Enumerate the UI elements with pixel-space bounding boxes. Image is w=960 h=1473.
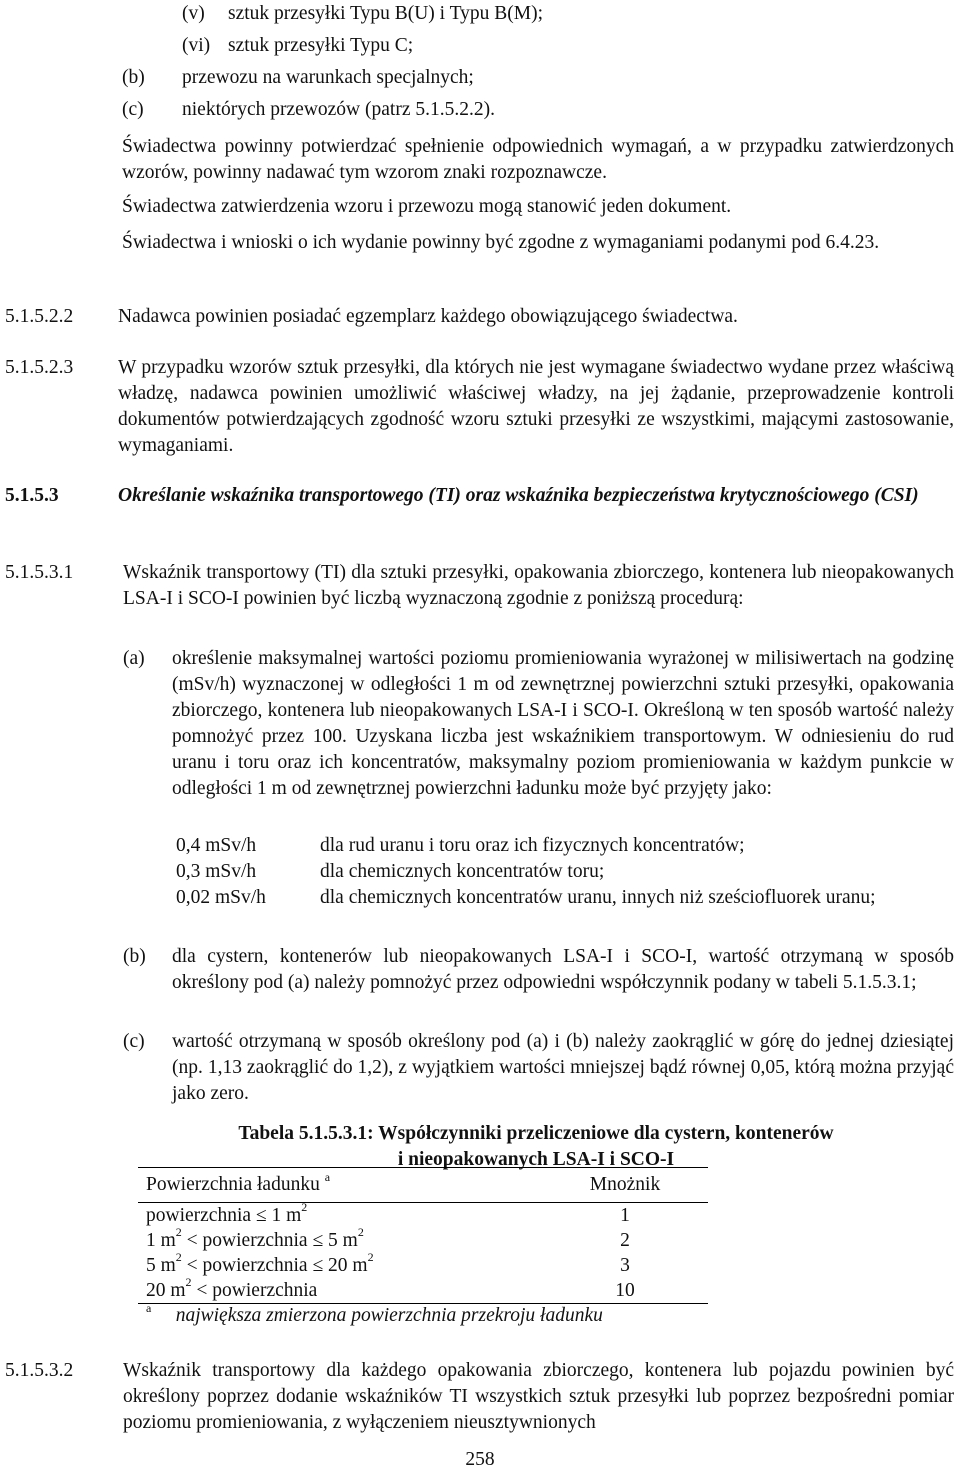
list-marker: (v) bbox=[182, 3, 205, 24]
paragraph: Świadectwa i wnioski o ich wydanie powinny być zgodne z wymaganiami podanymi pod 6.4.23. bbox=[122, 232, 880, 253]
list-item-text: sztuk przesyłki Typu B(U) i Typu B(M); bbox=[228, 3, 544, 24]
section-number: 5.1.5.2.3 bbox=[5, 357, 74, 378]
level-desc: dla chemicznych koncentratów uranu, innych niż sześciofluorek uranu; bbox=[320, 887, 876, 908]
table-row bbox=[138, 1203, 708, 1229]
list-item-text: sztuk przesyłki Typu C; bbox=[228, 35, 414, 56]
table-caption: i nieopakowanych LSA-I i SCO-I bbox=[397, 1149, 675, 1170]
list-marker: (c) bbox=[122, 99, 144, 120]
list-marker: (a) bbox=[123, 648, 145, 669]
table-caption: Tabela 5.1.5.3.1: Współczynniki przeliczeniowe dla cystern, kontenerów bbox=[238, 1123, 834, 1144]
table-footnote-row bbox=[138, 1304, 708, 1335]
list-marker: (b) bbox=[123, 946, 146, 967]
list-item-text: wartość otrzymaną w sposób określony pod (a) i (b) należy zaokrąglić w górę do jednej dziesiątej (np. 1,13 zaokrąglić do 1,2), z wyjątkiem wartości mniejszej bądź równej 0,05, którą można przyjąć jako zero. bbox=[172, 1031, 954, 1104]
list-marker: (b) bbox=[122, 67, 145, 88]
list-item-text: niektórych przewozów (patrz 5.1.5.2.2). bbox=[182, 99, 495, 120]
table-cell: 1 $m^2$ < powierzchnia ≤ 5 $m^2$ bbox=[146, 1225, 364, 1251]
level-desc: dla rud uranu i toru oraz ich fizycznych koncentratów; bbox=[320, 835, 745, 856]
section-text: W przypadku wzorów sztuk przesyłki, dla których nie jest wymagane świadectwo wydane przez właściwą władzę, nadawca powinien umożliwić właściwej władzy, na jej żądanie, przeprowadzenie kontroli dokumentów potwierdzających zgodność wzoru sztuki przesyłki ze wszystkimi, mającymi zastosowanie, wymaganiami. bbox=[118, 357, 954, 456]
paragraph: Świadectwa powinny potwierdzać spełnienie odpowiednich wymagań, a w przypadku zatwierdzonych wzorów, powinny nadawać tym wzorom znaki rozpoznawcze. bbox=[122, 136, 954, 183]
list-item-text: dla cystern, kontenerów lub nieopakowanych LSA-I i SCO-I, wartość otrzymaną w sposób określony pod (a) należy pomnożyć przez odpowiedni współczynnik podany w tabeli 5.1.5.3.1; bbox=[172, 946, 954, 993]
list-marker: (c) bbox=[123, 1031, 145, 1052]
table-cell: powierzchnia ≤ 1 $m^2$ bbox=[146, 1200, 308, 1226]
section-number: 5.1.5.3.1 bbox=[5, 562, 74, 583]
level-desc: dla chemicznych koncentratów toru; bbox=[320, 861, 605, 882]
table-cell: 1 bbox=[620, 1204, 630, 1226]
list-item-text: przewozu na warunkach specjalnych; bbox=[182, 67, 474, 88]
section-heading: Określanie wskaźnika transportowego (TI) oraz wskaźnika bezpieczeństwa krytycznościowego (CSI) bbox=[118, 485, 919, 506]
page-number: 258 bbox=[465, 1449, 495, 1470]
section-number: 5.1.5.2.2 bbox=[5, 306, 74, 327]
level-value: 0,02 mSv/h bbox=[176, 887, 266, 908]
level-value: 0,3 mSv/h bbox=[176, 861, 257, 882]
table-cell: 20 $m^2$ < powierzchnia bbox=[138, 1278, 542, 1304]
list-item-text: określenie maksymalnej wartości poziomu promieniowania wyrażonej w milisiwertach na godzinę (mSv/h) wyznaczonej w odległości 1 m od zewnętrznej powierzchni sztuki przesyłki, opakowania zbiorczego, kontenera lub nieopakowanych LSA-I i SCO-I. Określoną w ten sposób wartość należy pomnożyć przez 100. Uzyskana liczba jest wskaźnikiem transportowym. W odniesieniu do rud uranu i toru oraz ich koncentratów, maksymalny poziom promieniowania w każdym punkcie w odległości 1 m od zewnętrznej powierzchni ładunku może być przyjęty jako: bbox=[172, 648, 954, 799]
table-header-row bbox=[138, 1168, 708, 1203]
table-footnote: $^a$ największa zmierzona powierzchnia przekroju ładunku bbox=[146, 1300, 603, 1326]
section-text: Wskaźnik transportowy (TI) dla sztuki przesyłki, opakowania zbiorczego, kontenera lub nieopakowanych LSA-I i SCO-I powinien być liczbą wyznaczoną zgodnie z poniższą procedurą: bbox=[123, 562, 954, 609]
table-row bbox=[138, 1253, 708, 1278]
table-cell: 2 bbox=[620, 1229, 630, 1251]
table-cell: 3 bbox=[620, 1254, 630, 1276]
table-row bbox=[138, 1228, 708, 1253]
table-cell: 10 bbox=[542, 1278, 708, 1304]
section-number: 5.1.5.3.2 bbox=[5, 1360, 74, 1381]
table-cell: 5 $m^2$ < powierzchnia ≤ 20 $m^2$ bbox=[146, 1250, 374, 1276]
list-marker: (vi) bbox=[182, 35, 211, 56]
level-value: 0,4 mSv/h bbox=[176, 835, 257, 856]
table-row bbox=[138, 1278, 708, 1304]
column-header: Powierzchnia ładunku $^a$ bbox=[138, 1168, 542, 1203]
conversion-factor-table bbox=[138, 1167, 708, 1334]
paragraph: Świadectwa zatwierdzenia wzoru i przewozu mogą stanowić jeden dokument. bbox=[122, 196, 732, 217]
section-number: 5.1.5.3 bbox=[5, 485, 59, 506]
section-text: Wskaźnik transportowy dla każdego opakowania zbiorczego, kontenera lub pojazdu powinien być określony poprzez dodanie wskaźników TI wszystkich sztuk przesyłki lub poprzez bezpośredni pomiar poziomu promieniowania, z wyłączeniem nieusztywnionych bbox=[123, 1360, 954, 1433]
column-header: Mnożnik bbox=[542, 1168, 708, 1203]
section-text: Nadawca powinien posiadać egzemplarz każdego obowiązującego świadectwa. bbox=[118, 306, 738, 327]
